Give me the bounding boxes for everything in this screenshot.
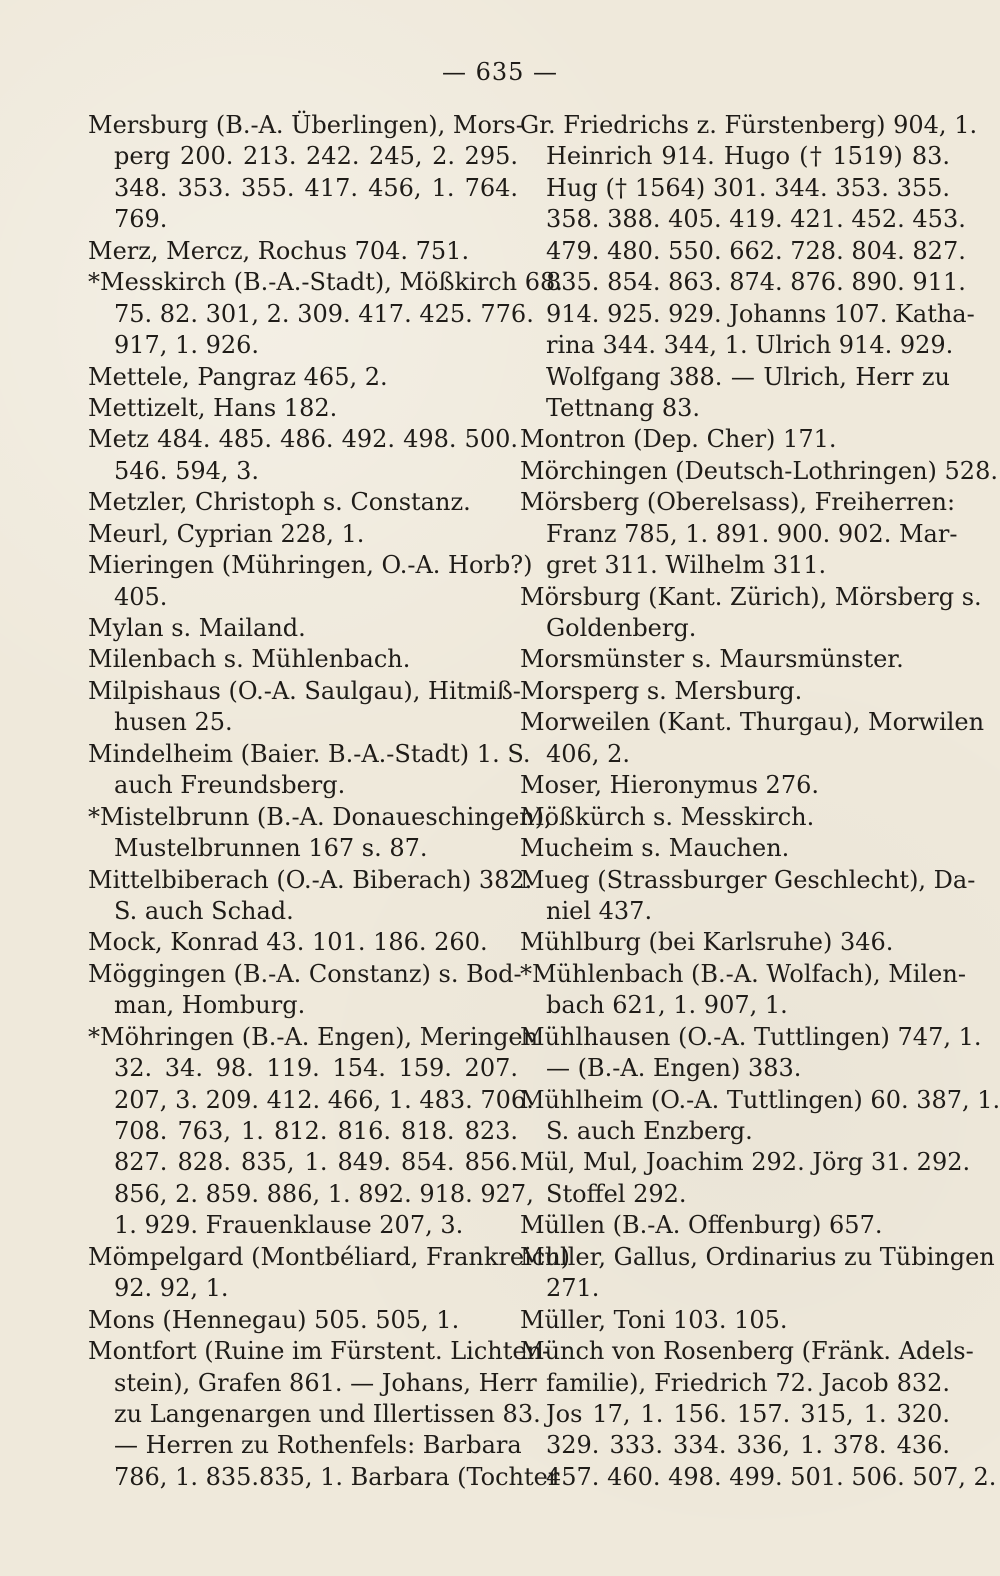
- index-line: Goldenberg.: [546, 614, 697, 642]
- index-line: Mößkürch s. Messkirch.: [520, 802, 815, 831]
- index-line: — (B.-A. Engen) 383.: [546, 1054, 802, 1083]
- index-line: Milenbach s. Mühlenbach.: [88, 645, 411, 674]
- index-line: 1. 929. Frauenklause 207, 3.: [114, 1211, 464, 1240]
- index-line: gret 311. Wilhelm 311.: [546, 551, 827, 580]
- index-line: Mucheim s. Mauchen.: [520, 834, 790, 863]
- index-line: man, Homburg.: [114, 991, 306, 1020]
- index-line: Mörsberg (Oberelsass), Freiherren:: [520, 488, 956, 517]
- index-line: Gr. Friedrichs z. Fürstenberg) 904, 1.: [520, 111, 978, 139]
- index-line: Mettele, Pangraz 465, 2.: [88, 362, 388, 391]
- index-line: 75. 82. 301, 2. 309. 417. 425. 776.: [114, 299, 534, 328]
- index-line: Mueg (Strassburger Geschlecht), Da-: [520, 865, 976, 894]
- index-line: Moser, Hieronymus 276.: [520, 771, 819, 800]
- index-line: 914. 925. 929. Johanns 107. Katha-: [546, 299, 975, 328]
- index-line: 856, 2. 859. 886, 1. 892. 918. 927,: [114, 1179, 534, 1208]
- index-line: Müller, Toni 103. 105.: [520, 1305, 788, 1334]
- index-line: 708. 763, 1. 812. 816. 818. 823.: [114, 1117, 518, 1145]
- index-line: bach 621, 1. 907, 1.: [546, 991, 788, 1020]
- index-line: *Mistelbrunn (B.-A. Donaueschingen),: [88, 802, 552, 831]
- index-line: perg 200. 213. 242. 245, 2. 295.: [114, 142, 518, 171]
- index-line: Wolfgang 388. — Ulrich, Herr zu: [546, 362, 950, 391]
- index-line: Mons (Hennegau) 505. 505, 1.: [88, 1305, 460, 1334]
- index-line: *Messkirch (B.-A.-Stadt), Mößkirch 68.: [88, 268, 563, 297]
- index-line: Mömpelgard (Montbéliard, Frankreich): [88, 1242, 571, 1271]
- index-line: Mindelheim (Baier. B.-A.-Stadt) 1. S.: [88, 739, 531, 768]
- index-line: Mylan s. Mailand.: [88, 614, 306, 642]
- index-line: Mock, Konrad 43. 101. 186. 260.: [88, 928, 488, 957]
- index-line: niel 437.: [546, 896, 653, 925]
- index-line: 917, 1. 926.: [114, 331, 260, 360]
- index-line: Münch von Rosenberg (Fränk. Adels-: [520, 1337, 974, 1366]
- index-line: *Möhringen (B.-A. Engen), Meringen: [88, 1022, 539, 1051]
- index-line: 406, 2.: [546, 739, 630, 768]
- index-line: S. auch Enzberg.: [546, 1117, 753, 1145]
- index-line: 405.: [114, 582, 168, 611]
- index-line: Montfort (Ruine im Fürstent. Lichten-: [88, 1337, 551, 1366]
- index-line: Heinrich 914. Hugo († 1519) 83.: [546, 142, 950, 171]
- index-line: 827. 828. 835, 1. 849. 854. 856.: [114, 1148, 518, 1177]
- index-line: Metzler, Christoph s. Constanz.: [88, 488, 471, 517]
- index-line: Morsperg s. Mersburg.: [520, 676, 803, 705]
- index-line: Müllen (B.-A. Offenburg) 657.: [520, 1211, 883, 1240]
- left-index-column: [88, 110, 571, 1493]
- index-line: 358. 388. 405. 419. 421. 452. 453.: [546, 205, 966, 234]
- index-line: *Mühlenbach (B.-A. Wolfach), Milen-: [520, 959, 966, 988]
- index-line: Muller, Gallus, Ordinarius zu Tübingen: [520, 1242, 995, 1271]
- index-line: — Herren zu Rothenfels: Barbara: [114, 1431, 522, 1460]
- index-line: 786, 1. 835.835, 1. Barbara (Tochter: [114, 1462, 560, 1491]
- index-line: Mettizelt, Hans 182.: [88, 393, 338, 422]
- index-line: Mühlhausen (O.-A. Tuttlingen) 747, 1.: [520, 1022, 982, 1051]
- index-line: Mittelbiberach (O.-A. Biberach) 382.: [88, 865, 533, 894]
- index-line: Mühlburg (bei Karlsruhe) 346.: [520, 928, 894, 957]
- index-line: 92. 92, 1.: [114, 1274, 229, 1303]
- index-line: Mörsburg (Kant. Zürich), Mörsberg s.: [520, 582, 982, 611]
- index-line: S. auch Schad.: [114, 896, 294, 925]
- index-line: 32. 34. 98. 119. 154. 159. 207.: [114, 1054, 518, 1083]
- index-line: Hug († 1564) 301. 344. 353. 355.: [546, 173, 950, 202]
- index-line: Mustelbrunnen 167 s. 87.: [114, 834, 428, 863]
- index-line: 835. 854. 863. 874. 876. 890. 911.: [546, 268, 966, 297]
- index-line: 457. 460. 498. 499. 501. 506. 507, 2.: [546, 1462, 997, 1491]
- right-index-column: [520, 110, 1000, 1493]
- index-line: Morsmünster s. Maursmünster.: [520, 645, 904, 674]
- index-line: stein), Grafen 861. — Johans, Herr: [114, 1368, 537, 1397]
- index-line: Stoffel 292.: [546, 1179, 687, 1208]
- index-line: Möggingen (B.-A. Constanz) s. Bod-: [88, 959, 522, 988]
- index-line: Milpishaus (O.-A. Saulgau), Hitmiß-: [88, 676, 521, 705]
- index-line: Franz 785, 1. 891. 900. 902. Mar-: [546, 519, 958, 548]
- index-line: 348. 353. 355. 417. 456, 1. 764.: [114, 173, 518, 202]
- index-line: Morweilen (Kant. Thurgau), Morwilen: [520, 708, 985, 737]
- page-number: — 635 —: [441, 58, 559, 86]
- index-line: Metz 484. 485. 486. 492. 498. 500.: [88, 425, 518, 454]
- index-line: 546. 594, 3.: [114, 456, 260, 485]
- index-line: Mersburg (B.-A. Überlingen), Mors-: [88, 111, 524, 139]
- index-line: Jos 17, 1. 156. 157. 315, 1. 320.: [546, 1399, 950, 1428]
- index-line: familie), Friedrich 72. Jacob 832.: [546, 1368, 950, 1397]
- index-line: 207, 3. 209. 412. 466, 1. 483. 706.: [114, 1085, 534, 1114]
- index-line: Meurl, Cyprian 228, 1.: [88, 519, 365, 548]
- index-line: Tettnang 83.: [546, 393, 701, 422]
- index-line: 329. 333. 334. 336, 1. 378. 436.: [546, 1431, 950, 1460]
- index-line: auch Freundsberg.: [114, 771, 346, 800]
- index-line: husen 25.: [114, 708, 233, 737]
- index-line: Mörchingen (Deutsch-Lothringen) 528.: [520, 456, 998, 485]
- index-line: Montron (Dep. Cher) 171.: [520, 425, 837, 454]
- index-line: Mieringen (Mühringen, O.-A. Horb?): [88, 551, 533, 580]
- index-line: 479. 480. 550. 662. 728. 804. 827.: [546, 236, 966, 265]
- index-line: rina 344. 344, 1. Ulrich 914. 929.: [546, 331, 954, 360]
- index-line: Merz, Mercz, Rochus 704. 751.: [88, 236, 470, 265]
- index-line: zu Langenargen und Illertissen 83.: [114, 1399, 541, 1428]
- index-line: Mül, Mul, Joachim 292. Jörg 31. 292.: [520, 1148, 971, 1177]
- index-line: Mühlheim (O.-A. Tuttlingen) 60. 387, 1.: [520, 1085, 1000, 1114]
- index-line: 769.: [114, 205, 168, 234]
- index-line: 271.: [546, 1274, 600, 1303]
